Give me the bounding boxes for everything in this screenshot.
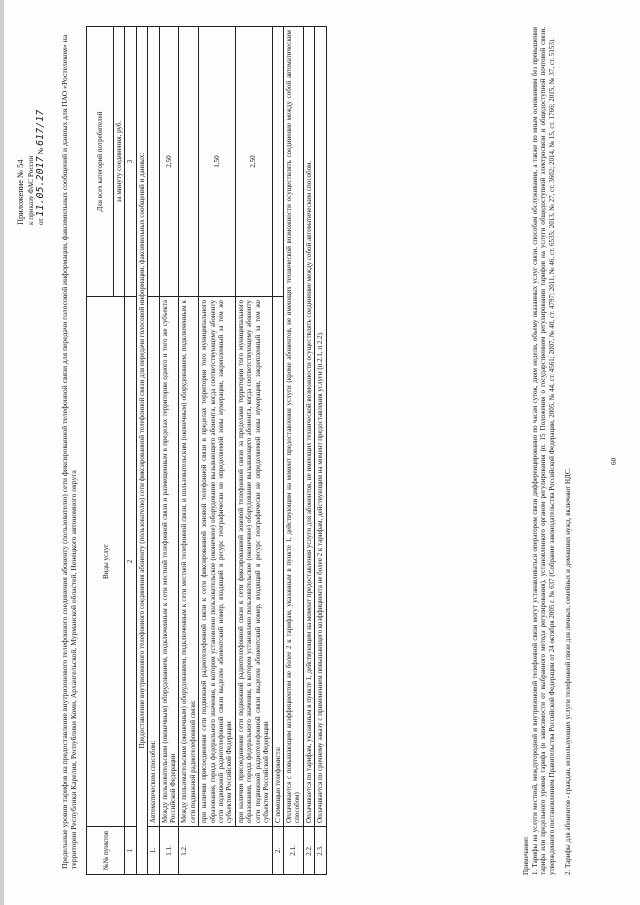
header-num: №№ пунктов	[87, 827, 125, 875]
document-title: Предельные уровни тарифов на предоставление внутризонового телефонного соединения абоненту (пользователю) сети фиксированной телефонной связи для передачи голосовой информации, факсимильных сообщений и данных для ПАО «Ростелеком» на территории Республики Карелия, Республики Коми, Архангельской, Мурманской областей, Ненецкого автономного округа	[60, 34, 79, 869]
row-text: Между пользовательским (оконечным) оборудованием, подключенным к сети местной телефонной связи и размещенным в пределах территории одного и того же субъекта Российской Федерации	[159, 297, 179, 827]
row-num: 2.3.	[315, 827, 326, 875]
tariff-table	[86, 26, 327, 875]
table-row	[199, 27, 236, 875]
notes-block	[522, 27, 573, 875]
note-2: 2. Тарифы для абонентов - граждан, использующих услуги телефонной связи для личных, семейных и домашних нужд, включают НДС.	[564, 467, 573, 875]
notes-heading: Примечание:	[522, 836, 530, 875]
header-price-group: Для всех категорий потребителей	[87, 27, 114, 297]
page-number: 60	[610, 458, 618, 465]
appendix-order-line	[36, 95, 46, 225]
row-text: Оплачивается по тарифам, указанным в пункте 1, действующим на момент предоставления услуги для абонентов, не имеющих технической возможности осуществлять соединение между собой автоматическим способом.	[303, 27, 314, 827]
note-1: 1. Тарифы на услуги местной, междугородной и внутризоновой телефонной связи могут устанавливаться оператором связи дифференцированно по часам суток, дням недели, объему оказанных услуг связи, способам обслуживания, а также по иным основаниям без превышения тарифа или предельного уровня тарифа (в зависимости от выбранного метода регулирования), установленного органом регулирования (п. 15 Положения о государственном регулировании тарифов на услуги общедоступной электросвязи и общедоступной почтовой связи, утвержденного постановлением Правительства Российской Федерации от 24 октября 2005 г. № 637 (Собрание законодательства Российской Федерации, 2005, № 44, ст. 4561; 2007, № 40, ст. 4797; 2011, № 46, ст. 6535; 2013, № 27, ст. 3602; 2014, № 15, ст. 1766; 2015, № 37, ст. 5153).	[530, 27, 556, 875]
row-num: 2.1.	[283, 827, 303, 875]
section-row	[136, 27, 147, 875]
row-num: 1.1.	[159, 827, 179, 875]
date-prefix: от	[37, 218, 45, 225]
row-text: Оплачивается по срочному заказу с применением повышающего коэффициента не более 2 к тарифам, действующим на момент предоставления услуги (п.2.1, п.2.2).	[315, 27, 326, 827]
row-text: Между пользовательским (оконечным) оборудованием, подключенным к сети местной телефонной связи, и пользовательским (оконечным) оборудованием, подключенным к сети подвижной радиотелефонной связи:	[179, 297, 199, 827]
table-header-row	[87, 27, 114, 875]
row-text: Автоматическим способом:	[148, 297, 159, 827]
number-prefix: №	[37, 147, 45, 155]
table-row	[159, 27, 179, 875]
row-price	[179, 27, 199, 297]
table-row	[303, 27, 314, 875]
appendix-header	[16, 95, 46, 225]
appendix-title: Приложение № 54	[16, 159, 25, 225]
row-num: 2.	[272, 827, 283, 875]
table-row	[315, 27, 326, 875]
row-price: 1,50	[199, 27, 236, 297]
row-price: 2,50	[159, 27, 179, 297]
row-price: 2,50	[235, 27, 272, 297]
table-row	[179, 27, 199, 875]
header-price-unit: за минуту соединения, руб.	[114, 27, 125, 297]
row-num: 1.	[148, 827, 159, 875]
table-row	[148, 27, 159, 875]
row-price	[148, 27, 159, 297]
col-number-2: 2	[125, 297, 136, 827]
row-text: С помощью телефониста:	[272, 297, 283, 827]
row-num: 1.2.	[179, 827, 272, 875]
section-title: Предоставление внутризонового телефонного соединения абоненту (пользователю) сети фиксированной телефонной связи для передачи голосовой информации, факсимильных сообщений и данных:	[136, 27, 147, 875]
row-text: при наличии присоединения сети подвижной радиотелефонной связи к сети фиксированной зоновой телефонной связи за пределами территории того муниципального образования, города федерального значения, в котором установлено пользовательское (оконечное) оборудование вызывающего абонента, когда соответствующему абоненту сети подвижной радиотелефонной связи выделен абонентский номер, входящий в ресурс географически не определяемой зоны нумерации, закрепленный за тем же субъектом Российской Федерации	[235, 297, 272, 827]
row-price	[272, 27, 283, 297]
order-number: 617/17	[35, 109, 46, 146]
table-row	[235, 27, 272, 875]
appendix-order-ref: к приказу ФАС России	[27, 155, 35, 225]
table-row	[283, 27, 303, 875]
row-text: при наличии присоединения сети подвижной радиотелефонной связи к сети фиксированной зоновой телефонной связи в пределах территории того муниципального образования, города федерального значения, в котором установлено пользовательское (оконечное) оборудование вызывающего абонента, когда соответствующему абоненту сети подвижной радиотелефонной связи выделен абонентский номер, входящий в ресурс географически не определяемой зоны нумерации, закрепленный за тем же субъектом Российской Федерации	[199, 297, 236, 827]
col-number-1: 1	[125, 827, 136, 875]
column-number-row	[125, 27, 136, 875]
header-kind: Виды услуг	[87, 297, 125, 827]
order-date: 11.05.2017	[35, 156, 46, 217]
row-text: Оплачивается с повышающим коэффициентом не более 2 к тарифам, указанным в пункте 1, действующим на момент предоставления услуги (кроме абонентов, не имеющих технической возможности осуществлять соединение между собой автоматическим способом)	[283, 27, 303, 827]
col-number-3: 3	[125, 27, 136, 297]
row-num: 2.2.	[303, 827, 314, 875]
table-row	[272, 27, 283, 875]
